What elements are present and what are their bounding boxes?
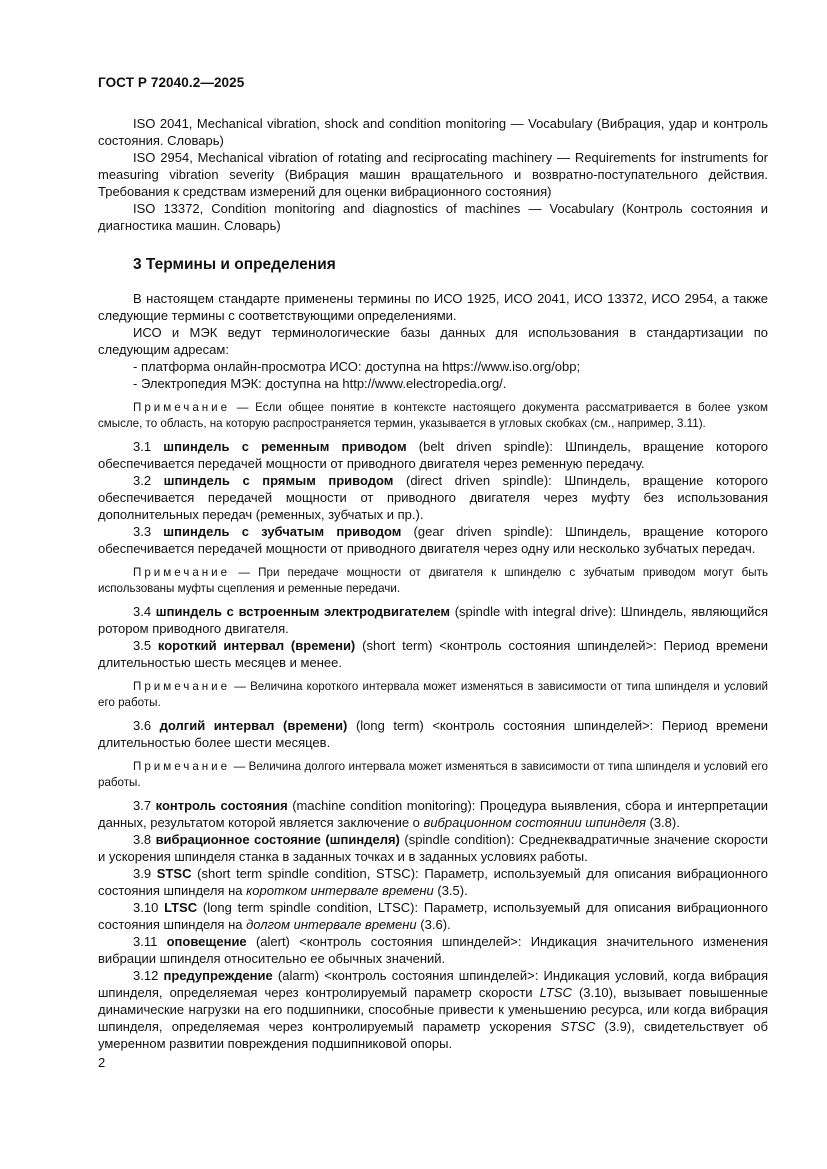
note-text: — При передаче мощности от двигателя к шпинделю с зубчатым приводом могут быть использованы муфты сцепления и ременные передачи. (98, 566, 768, 595)
document-header: ГОСТ Р 72040.2—2025 (98, 75, 245, 90)
page-content (98, 115, 768, 1052)
term-entry: 3.11 оповещение (alert) <контроль состояния шпинделей>: Индикация значительного изменения вибрации шпинделя относительно ее обычных значений. (98, 934, 768, 966)
term-entry: 3.8 вибрационное состояние (шпинделя) (spindle condition): Среднеквадратичные значение скорости и ускорения шпинделя станка в заданных точках и в заданных условиях работы. (98, 832, 768, 864)
term-entry: 3.6 долгий интервал (времени) (long term) <контроль состояния шпинделей>: Период времени длительностью более шести месяцев. (98, 718, 768, 750)
intro-paragraph: ИСО и МЭК ведут терминологические базы данных для использования в стандартизации по следующим адресам: (98, 325, 768, 357)
list-item: - Электропедия МЭК: доступна на http://www.electropedia.org/. (133, 375, 768, 392)
term-entry: 3.10 LTSC (long term spindle condition, LTSC): Параметр, используемый для описания вибрационного состояния шпинделя на долгом интервале времени (3.6). (98, 900, 768, 932)
term-entry: 3.3 шпиндель с зубчатым приводом (gear driven spindle): Шпиндель, вращение которого обеспечивается передачей мощности от приводного двигателя через одну или несколько зубчатых передач. (98, 524, 768, 556)
note-label: Примечание (133, 760, 231, 773)
reference-item: ISO 2041, Mechanical vibration, shock and condition monitoring — Vocabulary (Вибрация, удар и контроль состояния. Словарь) (98, 116, 768, 148)
note (98, 400, 768, 432)
term-name: оповещение (166, 934, 247, 949)
term-name: долгий интервал (времени) (159, 718, 348, 733)
note-label: Примечание (133, 401, 231, 414)
term-entry: 3.9 STSC (short term spindle condition, STSC): Параметр, используемый для описания вибрационного состояния шпинделя на коротком интервале времени (3.5). (98, 866, 768, 898)
link-list (98, 358, 768, 392)
page-number: 2 (98, 1055, 106, 1070)
term-name: предупреждение (163, 968, 273, 983)
term-name: LTSC (164, 900, 198, 915)
note-text: — Величина долгого интервала может изменяться в зависимости от типа шпинделя и условий его работы. (98, 760, 768, 789)
term-name: шпиндель с зубчатым приводом (163, 524, 402, 539)
term-entry: 3.7 контроль состояния (machine condition monitoring): Процедура выявления, сбора и интерпретации данных, результатом которой является заключение о вибрационном состоянии шпинделя (3.8). (98, 798, 768, 830)
term-name: короткий интервал (времени) (157, 638, 356, 653)
term-entry: 3.2 шпиндель с прямым приводом (direct driven spindle): Шпиндель, вращение которого обеспечивается передачей мощности от приводного двигателя через муфту без использования дополнительных передач (ременных, зубчатых и пр.). (98, 473, 768, 522)
section-title: 3 Термины и определения (133, 256, 336, 273)
note (98, 679, 768, 711)
term-entry: 3.1 шпиндель с ременным приводом (belt driven spindle): Шпиндель, вращение которого обеспечивается передачей мощности от приводного двигателя через ременную передачу. (98, 439, 768, 471)
reference-item: ISO 13372, Condition monitoring and diagnostics of machines — Vocabulary (Контроль состояния и диагностика машин. Словарь) (98, 201, 768, 233)
note (98, 759, 768, 791)
reference-item: ISO 2954, Mechanical vibration of rotating and reciprocating machinery — Requirements for instruments for measuring vibration severity (Вибрация машин вращательного и возвратно-поступательного действия. Требования к средствам измерений для оценки вибрационного состояния) (98, 150, 768, 199)
list-item: - платформа онлайн-просмотра ИСО: доступна на https://www.iso.org/obp; (133, 358, 768, 375)
note-text: — Величина короткого интервала может изменяться в зависимости от типа шпинделя и условий его работы. (98, 680, 768, 709)
term-name: вибрационное состояние (шпинделя) (155, 832, 400, 847)
term-name: STSC (156, 866, 192, 881)
term-name: контроль состояния (155, 798, 288, 813)
term-entry: 3.4 шпиндель с встроенным электродвигателем (spindle with integral drive): Шпиндель, являющийся ротором приводного двигателя. (98, 604, 768, 636)
intro-paragraph: В настоящем стандарте применены термины по ИСО 1925, ИСО 2041, ИСО 13372, ИСО 2954, а также следующие термины с соответствующими определениями. (98, 291, 768, 323)
term-entry: 3.5 короткий интервал (времени) (short term) <контроль состояния шпинделей>: Период времени длительностью шесть месяцев и менее. (98, 638, 768, 670)
note-text: — Если общее понятие в контексте настоящего документа рассматривается в более узком смысле, то область, на которую распространяется термин, указывается в угловых скобках (см., например, 3.11). (98, 401, 768, 430)
note (98, 565, 768, 597)
term-name: шпиндель с встроенным электродвигателем (155, 604, 451, 619)
term-name: шпиндель с ременным приводом (163, 439, 407, 454)
term-entry: 3.12 предупреждение (alarm) <контроль состояния шпинделей>: Индикация условий, когда вибрация шпинделя, определяемая через контролируемый параметр скорости LTSC (3.10), вызывает повышенные динамические нагрузки на его подшипники, способные привести к уменьшению ресурса, или когда вибрация шпинделя, определяемая через контролируемый параметр ускорения STSC (3.9), свидетельствует об умеренном развитии повреждения подшипниковой опоры. (98, 968, 768, 1051)
note-label: Примечание (133, 566, 231, 579)
note-label: Примечание (133, 680, 231, 693)
term-name: шпиндель с прямым приводом (163, 473, 394, 488)
